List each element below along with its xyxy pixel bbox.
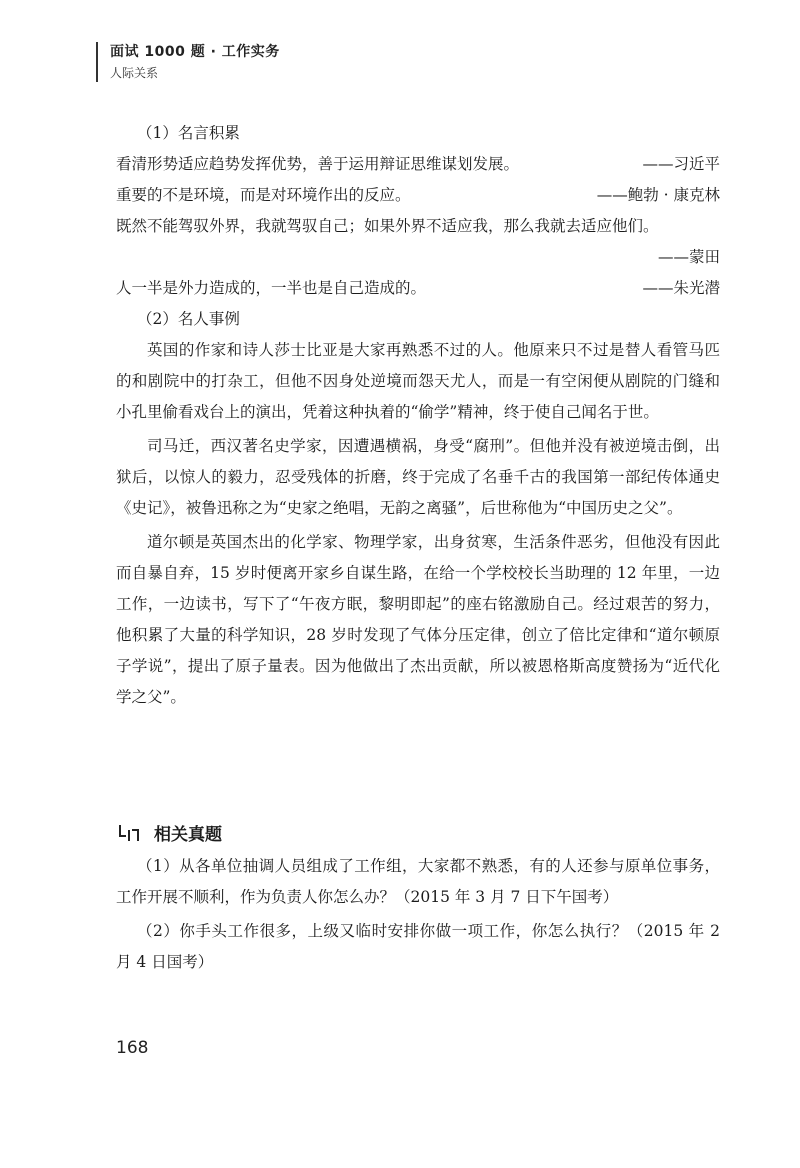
section-title: 相关真题 [154,825,222,845]
bracket-section-icon [118,824,140,842]
related-questions-section [116,820,720,978]
quote-item [116,149,720,180]
section-heading [116,820,720,845]
book-title: 面试 1000 题 · 工作实务 [110,44,280,60]
quote-author: ——朱光潜 [642,279,720,297]
quote-text: 人一半是外力造成的，一半也是自己造成的。 [116,279,427,297]
page-number: 168 [116,1038,149,1058]
header-divider [96,42,98,82]
question-item: （2）你手头工作很多，上级又临时安排你做一项工作，你怎么执行？（2015 年 2 月 4 日国考） [116,922,720,971]
example-paragraph: 英国的作家和诗人莎士比亚是大家再熟悉不过的人。他原来只不过是替人看管马匹的和剧院中的打杂工，但他不因身处逆境而怨天尤人，而是一有空闲便从剧院的门缝和小孔里偷看戏台上的演出，凭着这种执着的“偷学”精神，终于使自己闻名于世。 [116,341,720,421]
quote-text: 看清形势适应趋势发挥优势，善于运用辩证思维谋划发展。 [116,155,520,173]
quote-author: ——蒙田 [657,248,720,266]
example-paragraph: 道尔顿是英国杰出的化学家、物理学家，出身贫寒，生活条件恶劣，但他没有因此而自暴自弃，15 岁时便离开家乡自谋生路，在给一个学校校长当助理的 12 年里，一边工作，一边读书，写下了“午夜方眠，黎明即起”的座右铭激励自己。经过艰苦的努力，他积累了大量的科学知识，28 岁时发现了气体分压定律，创立了倍比定律和“道尔顿原子学说”，提出了原子量表。因为他做出了杰出贡献，所以被恩格斯高度赞扬为“近代化学之父”。 [116,533,720,706]
quote-text: 重要的不是环境，而是对环境作出的反应。 [116,186,411,204]
quote-item [116,273,720,304]
examples-heading: （2）名人事例 [137,310,240,328]
quotes-heading: （1）名言积累 [137,124,240,142]
question-item: （1）从各单位抽调人员组成了工作组，大家都不熟悉，有的人还参与原单位事务，工作开展不顺利，作为负责人你怎么办？（2015 年 3 月 7 日下午国考） [116,857,720,906]
quote-item [116,180,720,211]
quote-text: 既然不能驾驭外界，我就驾驭自己；如果外界不适应我，那么我就去适应他们。 [116,217,659,235]
chapter-title: 人际关系 [110,66,159,80]
quote-item [116,211,720,242]
main-content [116,118,720,713]
example-paragraph: 司马迁，西汉著名史学家，因遭遇横祸，身受“腐刑”。但他并没有被逆境击倒，出狱后，以惊人的毅力，忍受残体的折磨，终于完成了名垂千古的我国第一部纪传体通史《史记》，被鲁迅称之为“史家之绝唱，无韵之离骚”，后世称他为“中国历史之父”。 [116,437,720,517]
quote-author: ——习近平 [642,155,720,173]
quote-author: ——鲍勃 · 康克林 [596,186,720,204]
